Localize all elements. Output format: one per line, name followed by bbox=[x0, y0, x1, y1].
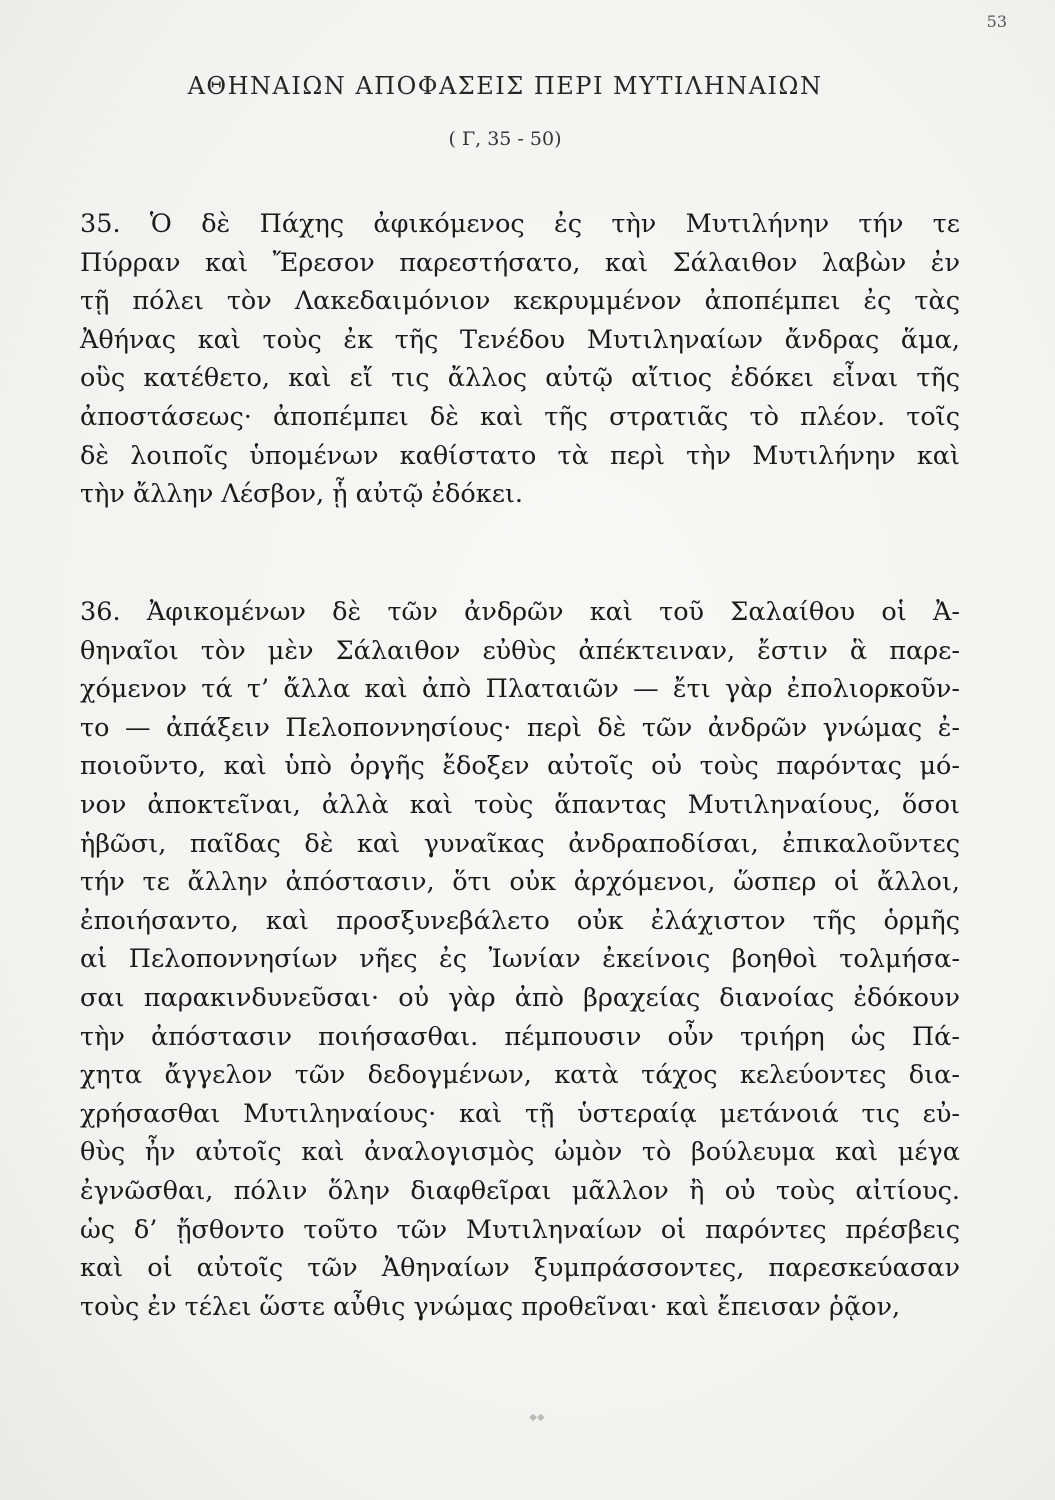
text-line: ἐποιήσαντο, καὶ προσξυνεβάλετο οὐκ ἐλάχιστον τῆς ὁρμῆς bbox=[80, 905, 960, 936]
text-line: χητα ἄγγελον τῶν δεδογμένων, κατὰ τάχος κελεύοντες δια- bbox=[80, 1060, 960, 1091]
text-line: χόμενον τά τ’ ἄλλα καὶ ἀπὸ Πλαταιῶν — ἔτι γὰρ ἐπολιορκοῦν- bbox=[80, 674, 960, 705]
chapter-subtitle: ( Γ, 35 - 50) bbox=[448, 128, 562, 150]
text-line: ἡβῶσι, παῖδας δὲ καὶ γυναῖκας ἀνδραποδίσαι, ἐπικαλοῦντες bbox=[80, 828, 960, 859]
text-line: ὡς δ’ ᾔσθοντο τοῦτο τῶν Μυτιληναίων οἱ παρόντες πρέσβεις bbox=[80, 1214, 960, 1245]
text-line: θὺς ἦν αὐτοῖς καὶ ἀναλογισμὸς ὠμὸν τὸ βούλευμα καὶ μέγα bbox=[80, 1137, 960, 1168]
text-line: τοὺς ἐν τέλει ὥστε αὖθις γνώμας προθεῖναι· καὶ ἔπεισαν ῥᾷον, bbox=[80, 1291, 901, 1322]
text-line: το — ἀπάξειν Πελοποννησίους· περὶ δὲ τῶν ἀνδρῶν γνώμας ἐ- bbox=[80, 712, 960, 743]
text-line: σαι παρακινδυνεῦσαι· οὐ γὰρ ἀπὸ βραχείας διανοίας ἐδόκουν bbox=[80, 982, 960, 1013]
text-line: τήν τε ἄλλην ἀπόστασιν, ὅτι οὐκ ἀρχόμενοι, ὥσπερ οἱ ἄλλοι, bbox=[80, 867, 960, 898]
text-line: οὓς κατέθετο, καὶ εἴ τις ἄλλος αὐτῷ αἴτιος ἐδόκει εἶναι τῆς bbox=[80, 363, 960, 394]
text-line: Πύρραν καὶ Ἔρεσον παρεστήσατο, καὶ Σάλαιθον λαβὼν ἐν bbox=[80, 247, 960, 278]
chapter-title: ΑΘΗΝΑΙΩΝ ΑΠΟΦΑΣΕΙΣ ΠΕΡΙ ΜΥΤΙΛΗΝΑΙΩΝ bbox=[187, 72, 823, 100]
text-line: δὲ λοιποῖς ὑπομένων καθίστατο τὰ περὶ τὴν Μυτιλήνην καὶ bbox=[80, 440, 960, 471]
text-line: θηναῖοι τὸν μὲν Σάλαιθον εὐθὺς ἀπέκτειναν, ἔστιν ἃ παρε- bbox=[80, 635, 960, 666]
text-line: καὶ οἱ αὐτοῖς τῶν Ἀθηναίων ξυμπράσσοντες, παρεσκεύασαν bbox=[80, 1253, 960, 1284]
text-line: ἐγνῶσθαι, πόλιν ὅλην διαφθεῖραι μᾶλλον ἢ οὐ τοὺς αἰτίους. bbox=[80, 1175, 960, 1206]
text-line: τὴν ἄλλην Λέσβον, ᾗ αὐτῷ ἐδόκει. bbox=[80, 479, 524, 510]
page-ornament: ◆◆ bbox=[529, 1412, 545, 1423]
text-line: ἀποστάσεως· ἀποπέμπει δὲ καὶ τῆς στρατιᾶς τὸ πλέον. τοῖς bbox=[80, 401, 960, 432]
section-35 bbox=[80, 205, 960, 514]
text-line: ποιοῦντο, καὶ ὑπὸ ὀργῆς ἔδοξεν αὐτοῖς οὐ τοὺς παρόντας μό- bbox=[80, 751, 960, 782]
text-line: τῇ πόλει τὸν Λακεδαιμόνιον κεκρυμμένον ἀποπέμπει ἐς τὰς bbox=[80, 286, 960, 317]
text-line: χρήσασθαι Μυτιληναίους· καὶ τῇ ὑστεραίᾳ μετάνοιά τις εὐ- bbox=[80, 1098, 960, 1129]
text-line: τὴν ἀπόστασιν ποιήσασθαι. πέμπουσιν οὖν τριήρη ὡς Πά- bbox=[80, 1021, 960, 1052]
text-line: αἱ Πελοποννησίων νῆες ἐς Ἰωνίαν ἐκείνοις βοηθοὶ τολμήσα- bbox=[80, 944, 960, 975]
page-number: 53 bbox=[986, 12, 1007, 31]
text-line: 36. Ἀφικομένων δὲ τῶν ἀνδρῶν καὶ τοῦ Σαλαίθου οἱ Ἀ- bbox=[80, 597, 960, 627]
section-36 bbox=[80, 593, 960, 1326]
text-line: Ἀθήνας καὶ τοὺς ἐκ τῆς Τενέδου Μυτιληναίων ἄνδρας ἅμα, bbox=[80, 324, 960, 355]
text-line: 35. Ὁ δὲ Πάχης ἀφικόμενος ἐς τὴν Μυτιλήνην τήν τε bbox=[80, 209, 960, 239]
text-line: νον ἀποκτεῖναι, ἀλλὰ καὶ τοὺς ἅπαντας Μυτιληναίους, ὅσοι bbox=[80, 789, 960, 820]
